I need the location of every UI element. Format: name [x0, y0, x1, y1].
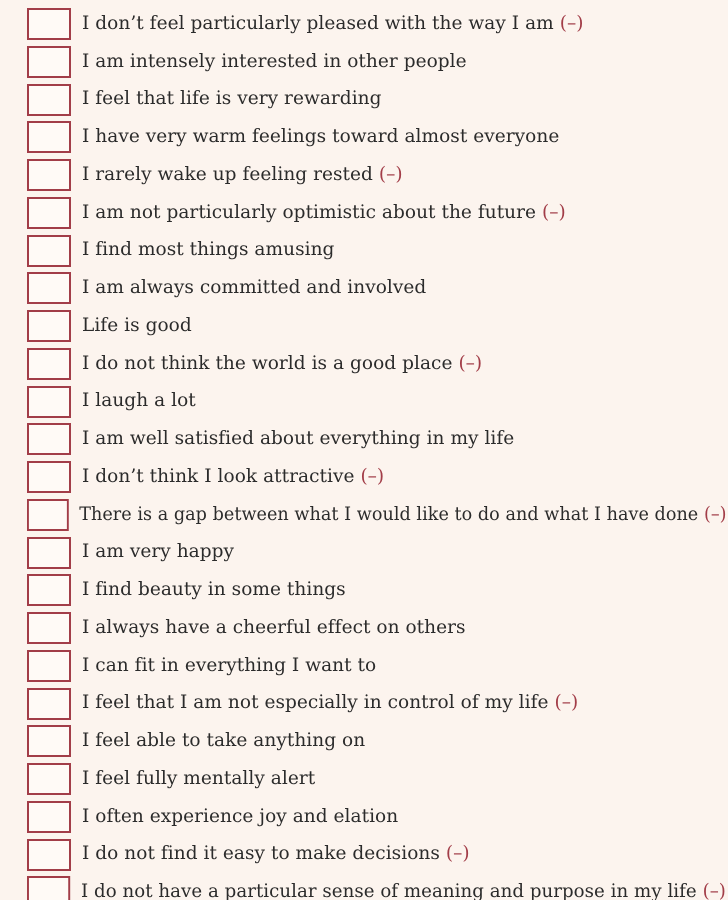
- questionnaire-item: [27, 270, 426, 306]
- item-text: I feel that life is very rewarding: [82, 88, 382, 110]
- response-box[interactable]: [27, 537, 71, 569]
- questionnaire-item: [27, 874, 726, 900]
- reverse-scored-marker: (–): [360, 465, 385, 487]
- questionnaire-item: [27, 497, 726, 533]
- item-text: I have very warm feelings toward almost everyone: [82, 126, 560, 147]
- response-box[interactable]: [27, 688, 71, 720]
- response-box[interactable]: [27, 574, 71, 606]
- response-box[interactable]: [27, 801, 71, 833]
- response-box[interactable]: [27, 235, 71, 267]
- questionnaire-item: [27, 6, 583, 42]
- item-text: Life is good: [82, 314, 192, 336]
- questionnaire-item: [27, 384, 196, 420]
- item-text: I do not think the world is a good place: [82, 352, 453, 374]
- reverse-scored-marker: (–): [703, 503, 727, 525]
- item-text: I feel that I am not especially in control of my life: [82, 692, 549, 714]
- response-box[interactable]: [27, 461, 71, 493]
- questionnaire-item: [27, 157, 403, 193]
- item-text: I often experience joy and elation: [82, 805, 399, 827]
- item-text: I don’t feel particularly pleased with the way I am: [82, 12, 554, 34]
- questionnaire-item: [27, 837, 470, 873]
- questionnaire-item: [27, 233, 334, 269]
- response-box[interactable]: [27, 423, 71, 455]
- questionnaire-item: [27, 195, 566, 231]
- questionnaire-item: [27, 799, 398, 835]
- questionnaire-item: [27, 82, 382, 118]
- response-box[interactable]: [27, 197, 71, 229]
- item-text: I am intensely interested in other people: [82, 50, 467, 72]
- response-box[interactable]: [27, 612, 71, 644]
- response-box[interactable]: [27, 121, 71, 153]
- response-box[interactable]: [27, 725, 71, 757]
- response-box[interactable]: [27, 763, 71, 795]
- response-box[interactable]: [27, 8, 71, 40]
- reverse-scored-marker: (–): [702, 881, 726, 900]
- questionnaire-item: [27, 421, 514, 457]
- item-text: I find beauty in some things: [82, 579, 346, 600]
- response-box[interactable]: [27, 348, 71, 380]
- reverse-scored-marker: (–): [559, 12, 584, 34]
- response-box[interactable]: [27, 499, 69, 531]
- questionnaire-item: [27, 459, 384, 495]
- questionnaire-item: [27, 761, 315, 797]
- questionnaire-item: [27, 346, 482, 382]
- questionnaire-item: [27, 610, 466, 646]
- item-text: I do not find it easy to make decisions: [82, 843, 440, 865]
- response-box[interactable]: [27, 839, 71, 871]
- reverse-scored-marker: (–): [554, 692, 579, 714]
- item-text: I am always committed and involved: [82, 277, 427, 298]
- item-text: There is a gap between what I would like to do and what I have done: [79, 503, 699, 525]
- reverse-scored-marker: (–): [542, 201, 566, 223]
- item-text: I am very happy: [82, 541, 235, 563]
- item-text: I am well satisfied about everything in my life: [82, 428, 515, 449]
- item-text: I find most things amusing: [82, 239, 335, 261]
- response-box[interactable]: [27, 272, 71, 304]
- questionnaire-item: [27, 308, 192, 344]
- questionnaire-item: [27, 535, 234, 571]
- item-text: I can fit in everything I want to: [82, 654, 377, 676]
- reverse-scored-marker: (–): [378, 163, 403, 185]
- questionnaire-item: [27, 648, 376, 684]
- questionnaire-item: [27, 44, 467, 80]
- response-box[interactable]: [27, 310, 71, 342]
- item-text: I rarely wake up feeling rested: [82, 163, 373, 185]
- questionnaire-item: [27, 119, 559, 155]
- response-box[interactable]: [27, 46, 71, 78]
- item-text: I do not have a particular sense of meaning and purpose in my life: [80, 881, 697, 900]
- item-text: I laugh a lot: [82, 390, 196, 412]
- reverse-scored-marker: (–): [458, 352, 483, 374]
- item-text: I always have a cheerful effect on others: [82, 616, 466, 638]
- questionnaire-item: [27, 686, 578, 722]
- item-text: I feel able to take anything on: [82, 730, 366, 751]
- questionnaire-item: [27, 723, 365, 759]
- response-box[interactable]: [27, 84, 71, 116]
- response-box[interactable]: [27, 650, 71, 682]
- response-box[interactable]: [27, 876, 70, 900]
- questionnaire-item: [27, 572, 346, 608]
- item-text: I feel fully mentally alert: [82, 767, 316, 789]
- reverse-scored-marker: (–): [445, 843, 470, 865]
- item-text: I don’t think I look attractive: [82, 465, 355, 487]
- response-box[interactable]: [27, 159, 71, 191]
- response-box[interactable]: [27, 386, 71, 418]
- item-text: I am not particularly optimistic about the future: [82, 201, 537, 223]
